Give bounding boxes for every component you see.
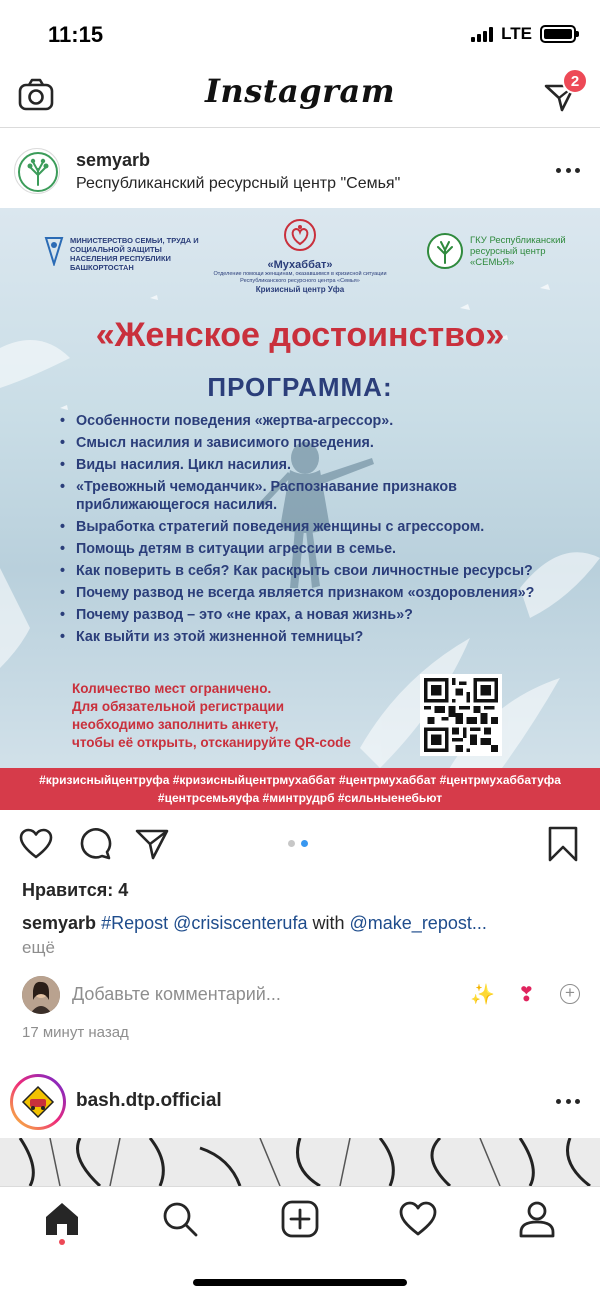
carousel-dot-active <box>301 840 308 847</box>
notice-line: Количество мест ограничено. <box>72 681 272 696</box>
like-heart-icon[interactable] <box>18 826 54 862</box>
comment-input[interactable]: Добавьте комментарий... <box>72 984 281 1004</box>
hashtag-bar <box>0 768 600 810</box>
caption-mention[interactable]: @make_repost... <box>349 913 487 933</box>
next-post-avatar[interactable] <box>10 1074 66 1130</box>
program-item: • Почему развод – это «не крах, а новая жизнь»? <box>60 606 580 624</box>
comment-icon[interactable] <box>77 826 113 862</box>
muhabbat-emblem-icon <box>283 218 317 252</box>
post-avatar[interactable] <box>14 148 60 194</box>
add-emoji-icon[interactable]: + <box>560 984 580 1004</box>
dtp-logo-icon <box>15 1079 61 1125</box>
status-indicators <box>471 24 576 44</box>
post-actions <box>0 810 600 876</box>
program-list <box>60 412 580 650</box>
muhabbat-city: Кризисный центр Уфа <box>255 285 345 294</box>
qr-code-icon <box>424 678 498 752</box>
user-avatar <box>22 976 60 1014</box>
post-location[interactable]: Республиканский ресурсный центр "Семья" <box>76 175 401 192</box>
program-heading: ПРОГРАММА: <box>207 372 393 402</box>
caption-username[interactable]: semyarb <box>22 913 97 933</box>
post-username[interactable]: semyarb <box>76 150 151 170</box>
battery-icon <box>540 25 576 43</box>
program-item: • Почему развод не всегда является признаком «оздоровления»? <box>60 584 580 602</box>
qr-code <box>420 674 502 756</box>
signal-icon <box>471 26 493 42</box>
status-bar <box>0 0 600 66</box>
family-center-logo <box>426 232 570 270</box>
search-icon[interactable] <box>160 1199 200 1239</box>
direct-badge: 2 <box>562 68 588 94</box>
carousel-indicator <box>288 840 308 847</box>
likes-count[interactable]: Нравится: 4 <box>22 880 129 900</box>
heart-emoji-icon[interactable]: ❣ <box>518 984 535 1006</box>
poster-title: «Женское достоинство» <box>95 316 505 354</box>
notice-line: необходимо заполнить анкету, <box>72 717 279 732</box>
tree-logo-icon <box>15 149 60 194</box>
program-item: • Виды насилия. Цикл насилия. <box>60 456 580 474</box>
caption-more-link[interactable]: ещё <box>22 938 55 957</box>
network-label: LTE <box>501 24 532 43</box>
notice-line: чтобы её открыть, отсканируйте QR-code <box>72 735 351 750</box>
status-time: 11:15 <box>48 22 104 47</box>
program-item: • Особенности поведения «жертва-агрессор». <box>60 412 580 430</box>
next-post-image-preview <box>0 1138 600 1186</box>
more-options-icon[interactable] <box>556 168 580 174</box>
new-post-icon[interactable] <box>280 1199 320 1239</box>
home-active-dot <box>59 1239 65 1245</box>
program-item: • Смысл насилия и зависимого поведения. <box>60 434 580 452</box>
program-item: • Как поверить в себя? Как раскрыть свои личностные ресурсы? <box>60 562 580 580</box>
activity-heart-icon[interactable] <box>398 1199 438 1239</box>
registration-notice <box>72 680 351 752</box>
post-image[interactable] <box>0 208 600 810</box>
ministry-logo <box>44 236 210 272</box>
carousel-dot <box>288 840 295 847</box>
sparkles-emoji-icon[interactable]: ✨ <box>470 984 495 1006</box>
post-header <box>0 130 600 208</box>
add-comment-row <box>0 972 600 1018</box>
next-post-header <box>0 1066 600 1138</box>
app-header <box>0 66 600 128</box>
ministry-text: МИНИСТЕРСТВО СЕМЬИ, ТРУДА И СОЦИАЛЬНОЙ ЗАЩИТЫ НАСЕЛЕНИЯ РЕСПУБЛИКИ БАШКОРТОСТАН <box>70 236 199 272</box>
bottom-tab-bar <box>0 1186 600 1297</box>
more-options-icon[interactable] <box>556 1099 580 1105</box>
share-icon[interactable] <box>134 826 170 862</box>
muhabbat-title: «Мухаббат» <box>267 259 333 271</box>
program-item: • «Тревожный чемоданчик». Распознавание признаков приближающегося насилия. <box>60 478 460 514</box>
muhabbat-logo <box>190 218 410 294</box>
family-tree-icon <box>426 232 464 270</box>
program-item: • Как выйти из этой жизненной темницы? <box>60 628 580 646</box>
post-caption <box>22 913 582 934</box>
bookmark-icon[interactable] <box>545 826 581 862</box>
program-item: • Помощь детям в ситуации агрессии в семье. <box>60 540 580 558</box>
muhabbat-subtitle: Отделение помощи женщинам, оказавшимся в кризисной ситуации Республиканского ресурсного центра «Семья» <box>213 271 387 284</box>
caption-mention[interactable]: @crisiscenterufa <box>173 913 308 933</box>
caption-hashtag[interactable]: #Repost <box>101 913 169 933</box>
family-center-text: ГКУ Республиканский ресурсный центр «СЕМЬЯ» <box>470 234 566 268</box>
hashtag-line: #кризисныйцентруфа #кризисныйцентрмухаббат #центрмухаббат #центрмухаббатуфа <box>39 773 561 787</box>
caption-text: with <box>312 913 345 933</box>
post-timestamp: 17 минут назад <box>22 1024 129 1041</box>
notice-line: Для обязательной регистрации <box>72 699 285 714</box>
next-post-image[interactable] <box>0 1138 600 1186</box>
instagram-logo: Instagram <box>204 72 396 110</box>
home-indicator <box>193 1279 407 1286</box>
program-item: • Выработка стратегий поведения женщины с агрессором. <box>60 518 580 536</box>
user-photo-icon <box>22 976 60 1014</box>
hashtag-line: #центрсемьяуфа #минтрудрб #сильныенебьют <box>157 791 443 805</box>
home-icon[interactable] <box>42 1199 82 1239</box>
next-post-username[interactable]: bash.dtp.official <box>76 1090 222 1111</box>
ministry-emblem-icon <box>44 236 64 266</box>
profile-icon[interactable] <box>517 1199 557 1239</box>
